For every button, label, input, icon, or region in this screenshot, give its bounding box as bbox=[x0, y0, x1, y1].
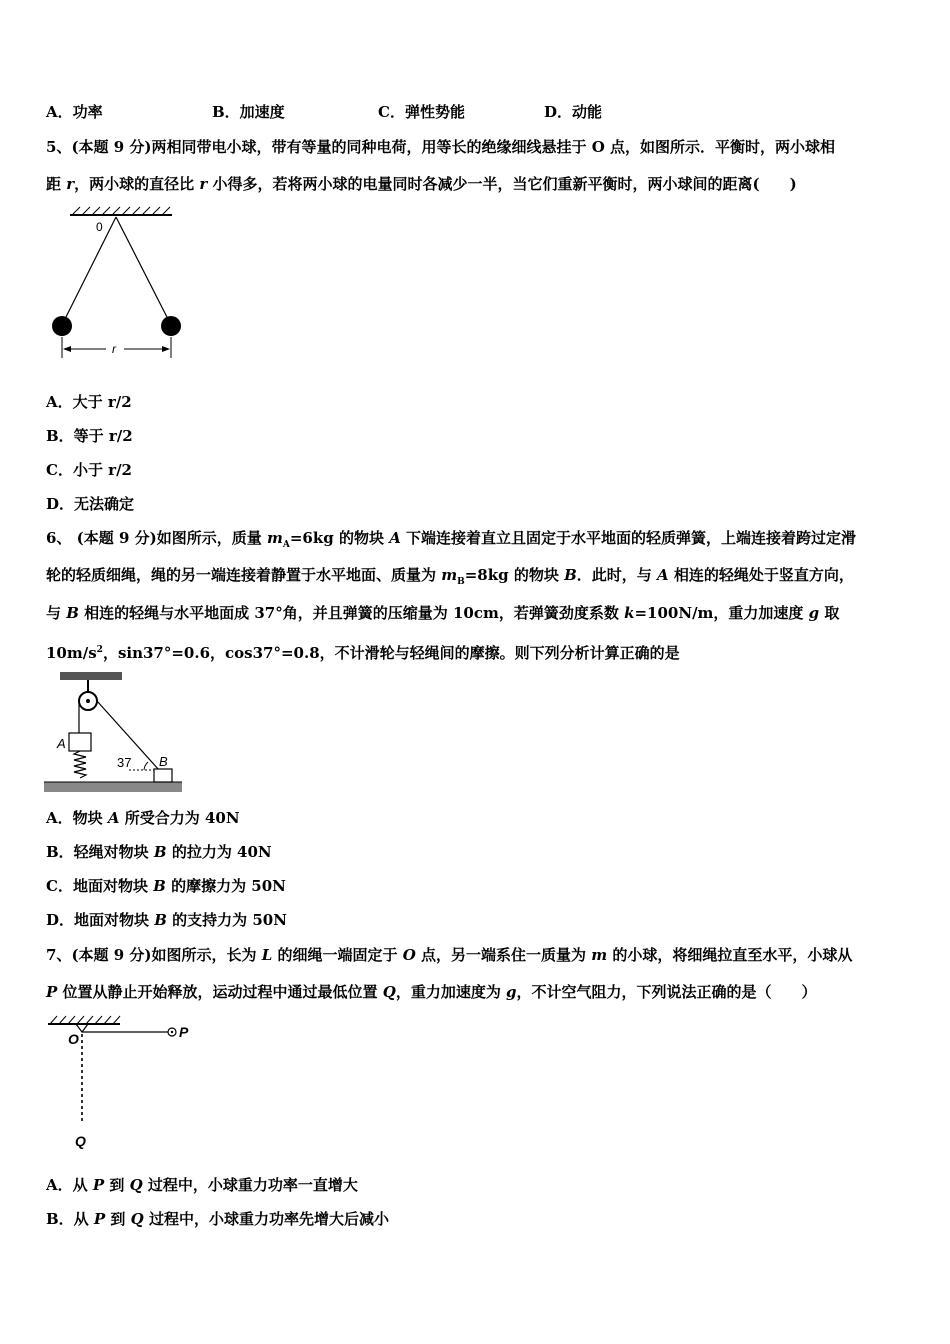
q7-label-o: O bbox=[68, 1031, 79, 1047]
q6-l1c: 下端连接着直立且固定于水平地面的轻质弹簧，上端连接着跨过定滑 bbox=[400, 529, 857, 547]
q6-option-c-post: 的摩擦力为 50N bbox=[165, 877, 286, 895]
q7-option-b bbox=[46, 1209, 389, 1229]
q5-stem-line1 bbox=[46, 137, 835, 157]
q7-l1c: 点，另一端系住一质量为 bbox=[415, 946, 592, 964]
q5-thread-right bbox=[116, 217, 170, 323]
q5-dim-arrow-right bbox=[162, 346, 170, 352]
q7-l2a: 位置从静止开始释放，运动过程中通过最低位置 bbox=[57, 983, 383, 1001]
q7-label-q: Q bbox=[75, 1133, 86, 1149]
q5-text2c: 小得多，若将两小球的电量同时各减少一半，当它们重新平衡时，两小球间的距离( ) bbox=[207, 175, 797, 193]
q6-var-A: A bbox=[389, 529, 401, 547]
q6-var-A-2: A bbox=[656, 566, 669, 584]
q4-option-d: D．动能 bbox=[544, 103, 603, 121]
q7-var-m: m bbox=[591, 946, 608, 964]
q7-stem-line1 bbox=[46, 945, 852, 965]
q5-stem-line2 bbox=[46, 174, 797, 194]
q6-l3b: 相连的轻绳与水平地面成 37°角，并且弹簧的压缩量为 10cm，若弹簧劲度系数 bbox=[78, 604, 625, 622]
q6-angle-label: 37 bbox=[117, 755, 132, 770]
q5-thread-left bbox=[63, 217, 116, 323]
q5-option-c: C．小于 r/2 bbox=[46, 461, 132, 479]
q6-l2d: 相连的轻绳处于竖直方向， bbox=[668, 566, 854, 584]
q5-option-a: A．大于 r/2 bbox=[46, 393, 132, 411]
q4-options bbox=[46, 102, 602, 122]
q5-var-r-2: r bbox=[199, 175, 208, 193]
q7-l2b: ，重力加速度为 bbox=[395, 983, 507, 1001]
q6-block-a bbox=[69, 733, 91, 751]
q7-option-b-pre: B．从 bbox=[46, 1210, 94, 1228]
q7-option-b-mid: 到 bbox=[105, 1210, 131, 1228]
q6-option-b-pre: B．轻绳对物块 bbox=[46, 843, 154, 861]
q4-option-a: A．功率 bbox=[46, 103, 103, 121]
q4-option-b: B．加速度 bbox=[212, 103, 285, 121]
q6-option-d-var: B bbox=[154, 911, 167, 929]
q6-mA-sub: A bbox=[282, 540, 290, 550]
q6-stem-line4 bbox=[46, 640, 680, 663]
q6-l1a: 如图所示，质量 bbox=[156, 529, 267, 547]
q6-option-a-post: 所受合力为 40N bbox=[119, 809, 240, 827]
q7-figure bbox=[44, 1012, 204, 1157]
q6-l2a: 轮的轻质细绳，绳的另一端连接着静置于水平地面、质量为 bbox=[46, 566, 442, 584]
q7-ceiling-hatch bbox=[50, 1016, 120, 1024]
q7-option-b-v2: Q bbox=[130, 1210, 144, 1228]
q6-var-B: B bbox=[564, 566, 577, 584]
q7-var-Q: Q bbox=[382, 983, 396, 1001]
q6-label-a: A bbox=[57, 736, 66, 751]
q5-option-b: B．等于 r/2 bbox=[46, 427, 133, 445]
q5-score: (本题 9 分) bbox=[71, 138, 152, 156]
q6-option-a-var: A bbox=[107, 809, 120, 827]
q6-ground bbox=[44, 782, 182, 792]
q6-option-c bbox=[46, 876, 286, 896]
q6-stem-line3 bbox=[46, 603, 839, 623]
q7-l2c: ，不计空气阻力，下列说法正确的是（ ） bbox=[516, 983, 817, 1001]
q7-option-a-post: 过程中，小球重力功率一直增大 bbox=[142, 1176, 358, 1194]
q5-option-d: D．无法确定 bbox=[46, 495, 135, 513]
q6-option-d bbox=[46, 910, 287, 930]
q6-number: 6、 bbox=[46, 529, 72, 547]
q6-label-b: B bbox=[159, 754, 168, 769]
q6-l4sup: 2 bbox=[96, 645, 103, 655]
q6-option-c-var: B bbox=[153, 877, 166, 895]
q5-text2a: 距 bbox=[46, 175, 67, 193]
q6-l4a: 10m/s bbox=[46, 644, 97, 662]
q5-number: 5、 bbox=[46, 138, 72, 156]
q6-option-c-pre: C．地面对物块 bbox=[46, 877, 154, 895]
q5-var-r: r bbox=[66, 175, 75, 193]
q5-text2b: ，两小球的直径比 bbox=[74, 175, 200, 193]
q6-ceiling bbox=[60, 672, 122, 680]
q7-option-a-pre: A．从 bbox=[46, 1176, 93, 1194]
q7-option-a-v1: P bbox=[92, 1176, 105, 1194]
q7-score: (本题 9 分) bbox=[71, 946, 152, 964]
q6-l1b: =6kg 的物块 bbox=[289, 529, 390, 547]
q7-var-L: L bbox=[261, 946, 273, 964]
q6-mB-sub: B bbox=[457, 577, 465, 587]
q7-option-b-post: 过程中，小球重力功率先增大后减小 bbox=[143, 1210, 389, 1228]
q7-option-a bbox=[46, 1175, 358, 1195]
q6-var-B-2: B bbox=[66, 604, 79, 622]
q6-stem-line2 bbox=[46, 565, 854, 592]
q7-l1a: 如图所示，长为 bbox=[151, 946, 262, 964]
q7-label-p: P bbox=[179, 1024, 189, 1040]
q7-stem-line2 bbox=[46, 982, 817, 1002]
q6-stem-line1 bbox=[46, 528, 856, 555]
q5-dim-arrow-left bbox=[63, 346, 71, 352]
q5-text1: 两相同带电小球，带有等量的同种电荷，用等长的绝缘细线悬挂于 O 点，如图所示．平衡时，两小球相 bbox=[151, 138, 836, 156]
q6-var-g: g bbox=[808, 604, 820, 622]
q6-option-d-pre: D．地面对物块 bbox=[46, 911, 155, 929]
q6-option-a-pre: A．物块 bbox=[46, 809, 108, 827]
q6-score: (本题 9 分) bbox=[76, 529, 157, 547]
q6-var-k: k bbox=[624, 604, 635, 622]
q5-dim-label-r: r bbox=[112, 342, 116, 356]
q6-l3c: =100N/m，重力加速度 bbox=[634, 604, 809, 622]
q7-option-a-mid: 到 bbox=[104, 1176, 130, 1194]
q5-ceiling-hatch bbox=[72, 207, 170, 215]
q7-var-O: O bbox=[402, 946, 416, 964]
q6-option-a bbox=[46, 808, 240, 828]
q6-l3d: 取 bbox=[819, 604, 840, 622]
q6-l4b: ，sin37°=0.6，cos37°=0.8，不计滑轮与轻绳间的摩擦。则下列分析计算正确的是 bbox=[102, 644, 680, 662]
q6-option-d-post: 的支持力为 50N bbox=[166, 911, 287, 929]
q6-pulley-axle bbox=[86, 699, 90, 703]
q5-figure bbox=[50, 205, 190, 365]
q7-option-b-v1: P bbox=[93, 1210, 106, 1228]
q5-point-o: 0 bbox=[96, 220, 103, 234]
q5-ball-right bbox=[161, 316, 181, 336]
q7-l1d: 的小球，将细绳拉直至水平，小球从 bbox=[607, 946, 853, 964]
q6-spring bbox=[74, 751, 86, 778]
q6-l3a: 与 bbox=[46, 604, 67, 622]
q6-mB: m bbox=[441, 566, 458, 584]
q5-ball-left bbox=[52, 316, 72, 336]
q6-l2c: ．此时，与 bbox=[576, 566, 657, 584]
q7-l1b: 的细绳一端固定于 bbox=[272, 946, 403, 964]
q6-option-b bbox=[46, 842, 272, 862]
q7-var-g: g bbox=[506, 983, 517, 1001]
q7-var-P: P bbox=[46, 983, 58, 1001]
q6-figure bbox=[44, 672, 184, 797]
q7-option-a-v2: Q bbox=[129, 1176, 143, 1194]
q6-l2b: =8kg 的物块 bbox=[464, 566, 565, 584]
q6-option-b-var: B bbox=[153, 843, 167, 861]
q6-angle-arc bbox=[144, 762, 148, 770]
q4-option-c: C．弹性势能 bbox=[378, 103, 465, 121]
q7-ball-p-center bbox=[171, 1031, 173, 1033]
q6-option-b-post: 的拉力为 40N bbox=[166, 843, 272, 861]
q6-block-b bbox=[154, 769, 172, 782]
q7-number: 7、 bbox=[46, 946, 72, 964]
q6-mA: m bbox=[266, 529, 283, 547]
